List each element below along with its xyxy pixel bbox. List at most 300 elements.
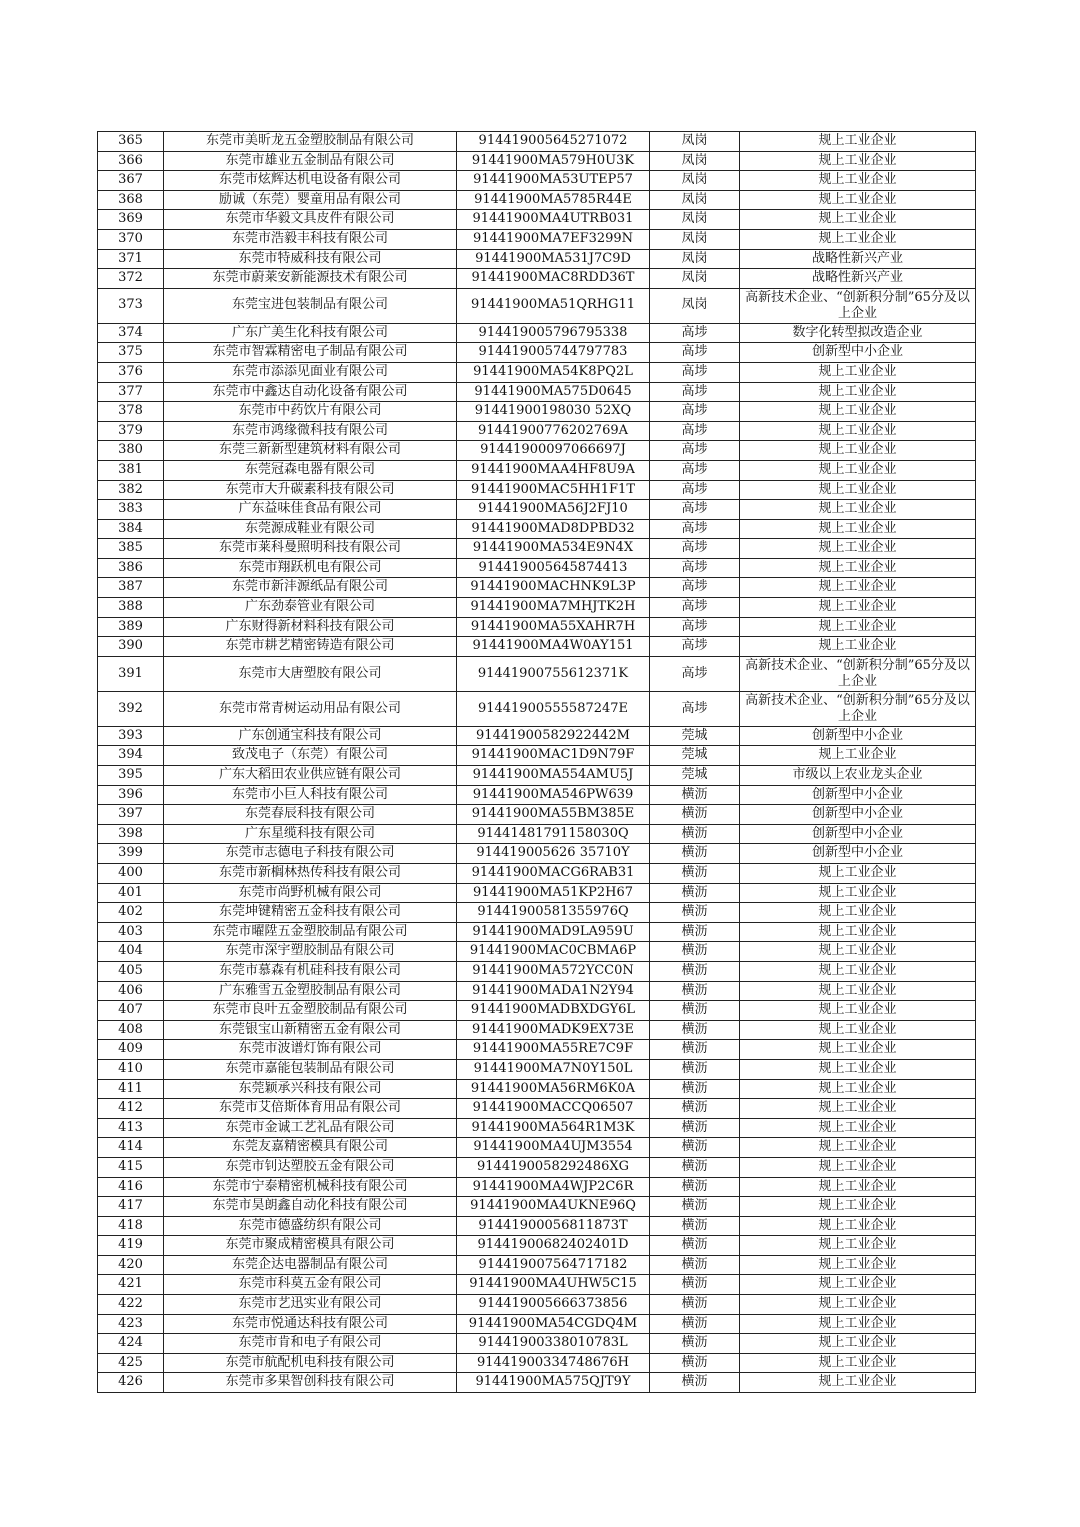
table-row <box>98 1373 976 1393</box>
row-number-cell: 400 <box>98 864 164 884</box>
row-number-cell: 395 <box>98 766 164 786</box>
company-name-cell: 东莞市华毅文具皮件有限公司 <box>164 210 457 230</box>
row-number-cell: 415 <box>98 1157 164 1177</box>
category-cell: 规上工业企业 <box>740 190 976 210</box>
town-cell: 高埗 <box>650 441 740 461</box>
town-cell: 高埗 <box>650 539 740 559</box>
row-number-cell: 391 <box>98 656 164 691</box>
credit-code-cell: 91441900MA56J2FJ10 <box>457 500 650 520</box>
company-name-cell: 东莞市中鑫达自动化设备有限公司 <box>164 382 457 402</box>
company-name-cell: 广东创通宝科技有限公司 <box>164 726 457 746</box>
town-cell: 高埗 <box>650 382 740 402</box>
town-cell: 高埗 <box>650 578 740 598</box>
row-number-cell: 396 <box>98 785 164 805</box>
town-cell: 横沥 <box>650 1079 740 1099</box>
town-cell: 横沥 <box>650 961 740 981</box>
credit-code-cell: 91441900MA4W0AY151 <box>457 637 650 657</box>
town-cell: 凤岗 <box>650 190 740 210</box>
category-cell: 规上工业企业 <box>740 1255 976 1275</box>
company-name-cell: 东莞市新榈林热传科技有限公司 <box>164 864 457 884</box>
credit-code-cell: 91441900MA51QRHG11 <box>457 288 650 323</box>
table-row <box>98 942 976 962</box>
table-row <box>98 132 976 152</box>
category-cell: 规上工业企业 <box>740 637 976 657</box>
town-cell: 凤岗 <box>650 151 740 171</box>
table-row <box>98 598 976 618</box>
credit-code-cell: 914419005796795338 <box>457 323 650 343</box>
company-name-cell: 东莞市新沣源纸品有限公司 <box>164 578 457 598</box>
category-cell: 规上工业企业 <box>740 1177 976 1197</box>
town-cell: 高埗 <box>650 519 740 539</box>
table-row <box>98 151 976 171</box>
town-cell: 凤岗 <box>650 132 740 152</box>
credit-code-cell: 91441900198030 52XQ <box>457 402 650 422</box>
town-cell: 横沥 <box>650 1314 740 1334</box>
company-name-cell: 东莞市波谱灯饰有限公司 <box>164 1040 457 1060</box>
row-number-cell: 408 <box>98 1020 164 1040</box>
town-cell: 横沥 <box>650 1353 740 1373</box>
table-row <box>98 558 976 578</box>
row-number-cell: 417 <box>98 1197 164 1217</box>
category-cell: 规上工业企业 <box>740 441 976 461</box>
town-cell: 横沥 <box>650 805 740 825</box>
category-cell: 规上工业企业 <box>740 1275 976 1295</box>
category-cell: 高新技术企业、“创新积分制”65分及以上企业 <box>740 656 976 691</box>
company-name-cell: 东莞市特威科技有限公司 <box>164 249 457 269</box>
company-name-cell: 广东星缆科技有限公司 <box>164 824 457 844</box>
row-number-cell: 412 <box>98 1099 164 1119</box>
category-cell: 规上工业企业 <box>740 539 976 559</box>
company-name-cell: 东莞宝进包装制品有限公司 <box>164 288 457 323</box>
town-cell: 横沥 <box>650 1059 740 1079</box>
category-cell: 战略性新兴产业 <box>740 249 976 269</box>
company-name-cell: 东莞市尚野机械有限公司 <box>164 883 457 903</box>
town-cell: 横沥 <box>650 1138 740 1158</box>
row-number-cell: 369 <box>98 210 164 230</box>
company-name-cell: 东莞友嘉精密模具有限公司 <box>164 1138 457 1158</box>
town-cell: 横沥 <box>650 883 740 903</box>
category-cell: 规上工业企业 <box>740 1138 976 1158</box>
town-cell: 莞城 <box>650 726 740 746</box>
credit-code-cell: 91441900MA56RM6K0A <box>457 1079 650 1099</box>
company-name-cell: 东莞市中药饮片有限公司 <box>164 402 457 422</box>
category-cell: 规上工业企业 <box>740 1353 976 1373</box>
credit-code-cell: 91441900MA53UTEP57 <box>457 171 650 191</box>
company-name-cell: 东莞市小巨人科技有限公司 <box>164 785 457 805</box>
row-number-cell: 380 <box>98 441 164 461</box>
row-number-cell: 379 <box>98 421 164 441</box>
row-number-cell: 387 <box>98 578 164 598</box>
credit-code-cell: 91441900MA579H0U3K <box>457 151 650 171</box>
credit-code-cell: 914419007564717182 <box>457 1255 650 1275</box>
table-row <box>98 1138 976 1158</box>
row-number-cell: 413 <box>98 1118 164 1138</box>
table-row <box>98 1020 976 1040</box>
table-row <box>98 824 976 844</box>
category-cell: 规上工业企业 <box>740 1314 976 1334</box>
credit-code-cell: 91441900MAD8DPBD32 <box>457 519 650 539</box>
category-cell: 规上工业企业 <box>740 210 976 230</box>
town-cell: 横沥 <box>650 1157 740 1177</box>
town-cell: 高埗 <box>650 343 740 363</box>
credit-code-cell: 91441900MA4UTRB031 <box>457 210 650 230</box>
table-row <box>98 1118 976 1138</box>
town-cell: 横沥 <box>650 1295 740 1315</box>
town-cell: 高埗 <box>650 656 740 691</box>
company-name-cell: 东莞春辰科技有限公司 <box>164 805 457 825</box>
table-row <box>98 1079 976 1099</box>
category-cell: 规上工业企业 <box>740 362 976 382</box>
table-row <box>98 981 976 1001</box>
row-number-cell: 371 <box>98 249 164 269</box>
company-name-cell: 东莞市大升碳素科技有限公司 <box>164 480 457 500</box>
credit-code-cell: 91441900MA55BM385E <box>457 805 650 825</box>
company-name-cell: 东莞市金诚工艺礼品有限公司 <box>164 1118 457 1138</box>
category-cell: 数字化转型拟改造企业 <box>740 323 976 343</box>
table-row <box>98 269 976 289</box>
row-number-cell: 414 <box>98 1138 164 1158</box>
company-name-cell: 东莞市悦通达科技有限公司 <box>164 1314 457 1334</box>
credit-code-cell: 914419005666373856 <box>457 1295 650 1315</box>
credit-code-cell: 91441900MA7MHJTK2H <box>457 598 650 618</box>
category-cell: 规上工业企业 <box>740 480 976 500</box>
row-number-cell: 365 <box>98 132 164 152</box>
credit-code-cell: 91441900MACHNK9L3P <box>457 578 650 598</box>
category-cell: 规上工业企业 <box>740 961 976 981</box>
credit-code-cell: 91441900MAC0CBMA6P <box>457 942 650 962</box>
table-row <box>98 343 976 363</box>
table-row <box>98 1197 976 1217</box>
town-cell: 横沥 <box>650 981 740 1001</box>
category-cell: 规上工业企业 <box>740 1236 976 1256</box>
company-name-cell: 东莞市艺迅实业有限公司 <box>164 1295 457 1315</box>
row-number-cell: 422 <box>98 1295 164 1315</box>
credit-code-cell: 91441900MA4WJP2C6R <box>457 1177 650 1197</box>
table-row <box>98 656 976 691</box>
credit-code-cell: 91441900334748676H <box>457 1353 650 1373</box>
company-name-cell: 东莞市良叶五金塑胶制品有限公司 <box>164 1001 457 1021</box>
row-number-cell: 378 <box>98 402 164 422</box>
category-cell: 规上工业企业 <box>740 151 976 171</box>
credit-code-cell: 914419005645874413 <box>457 558 650 578</box>
category-cell: 规上工业企业 <box>740 1059 976 1079</box>
credit-code-cell: 91441900755612371K <box>457 656 650 691</box>
town-cell: 横沥 <box>650 785 740 805</box>
table-row <box>98 805 976 825</box>
town-cell: 高埗 <box>650 362 740 382</box>
category-cell: 规上工业企业 <box>740 229 976 249</box>
town-cell: 高埗 <box>650 402 740 422</box>
table-row <box>98 460 976 480</box>
credit-code-cell: 91441900MAA4HF8U9A <box>457 460 650 480</box>
row-number-cell: 383 <box>98 500 164 520</box>
credit-code-cell: 91441900MA5785R44E <box>457 190 650 210</box>
category-cell: 规上工业企业 <box>740 903 976 923</box>
town-cell: 横沥 <box>650 1040 740 1060</box>
company-name-cell: 东莞市深宇塑胶制品有限公司 <box>164 942 457 962</box>
table-row <box>98 617 976 637</box>
credit-code-cell: 91441900097066697J <box>457 441 650 461</box>
company-name-cell: 东莞坤键精密五金科技有限公司 <box>164 903 457 923</box>
category-cell: 规上工业企业 <box>740 942 976 962</box>
table-row <box>98 922 976 942</box>
town-cell: 横沥 <box>650 824 740 844</box>
category-cell: 创新型中小企业 <box>740 785 976 805</box>
credit-code-cell: 9144190058292486XG <box>457 1157 650 1177</box>
category-cell: 规上工业企业 <box>740 1001 976 1021</box>
company-name-cell: 东莞市肯和电子有限公司 <box>164 1334 457 1354</box>
credit-code-cell: 91441900MA55RE7C9F <box>457 1040 650 1060</box>
row-number-cell: 389 <box>98 617 164 637</box>
row-number-cell: 411 <box>98 1079 164 1099</box>
town-cell: 横沥 <box>650 1334 740 1354</box>
row-number-cell: 393 <box>98 726 164 746</box>
row-number-cell: 392 <box>98 691 164 726</box>
category-cell: 规上工业企业 <box>740 1040 976 1060</box>
town-cell: 凤岗 <box>650 249 740 269</box>
table-row <box>98 1099 976 1119</box>
credit-code-cell: 91441900MA546PW639 <box>457 785 650 805</box>
row-number-cell: 372 <box>98 269 164 289</box>
table-row <box>98 578 976 598</box>
row-number-cell: 376 <box>98 362 164 382</box>
company-name-cell: 东莞市蔚莱安新能源技术有限公司 <box>164 269 457 289</box>
category-cell: 规上工业企业 <box>740 558 976 578</box>
company-name-cell: 东莞市添添见面业有限公司 <box>164 362 457 382</box>
company-name-cell: 广东益味佳食品有限公司 <box>164 500 457 520</box>
company-name-cell: 东莞市艾倍斯体育用品有限公司 <box>164 1099 457 1119</box>
town-cell: 横沥 <box>650 1236 740 1256</box>
town-cell: 高埗 <box>650 480 740 500</box>
credit-code-cell: 91441900MA7EF3299N <box>457 229 650 249</box>
row-number-cell: 423 <box>98 1314 164 1334</box>
company-name-cell: 东莞市志德电子科技有限公司 <box>164 844 457 864</box>
town-cell: 横沥 <box>650 1177 740 1197</box>
category-cell: 规上工业企业 <box>740 382 976 402</box>
credit-code-cell: 914419005744797783 <box>457 343 650 363</box>
table-row <box>98 441 976 461</box>
company-name-cell: 东莞三新新型建筑材料有限公司 <box>164 441 457 461</box>
category-cell: 规上工业企业 <box>740 617 976 637</box>
table-row <box>98 726 976 746</box>
category-cell: 规上工业企业 <box>740 402 976 422</box>
credit-code-cell: 91441900338010783L <box>457 1334 650 1354</box>
company-name-cell: 东莞市常青树运动用品有限公司 <box>164 691 457 726</box>
table-row <box>98 1295 976 1315</box>
table-row <box>98 961 976 981</box>
company-name-cell: 东莞冠森电器有限公司 <box>164 460 457 480</box>
enterprise-list-table <box>97 131 976 1393</box>
category-cell: 规上工业企业 <box>740 883 976 903</box>
credit-code-cell: 91441900MADBXDGY6L <box>457 1001 650 1021</box>
credit-code-cell: 91441900MA575D0645 <box>457 382 650 402</box>
table-row <box>98 249 976 269</box>
table-row <box>98 1255 976 1275</box>
table-row <box>98 190 976 210</box>
company-name-cell: 东莞市炫辉达机电设备有限公司 <box>164 171 457 191</box>
table-row <box>98 171 976 191</box>
row-number-cell: 418 <box>98 1216 164 1236</box>
row-number-cell: 407 <box>98 1001 164 1021</box>
table-row <box>98 1001 976 1021</box>
row-number-cell: 397 <box>98 805 164 825</box>
table-row <box>98 1353 976 1373</box>
table-row <box>98 1236 976 1256</box>
table-row <box>98 323 976 343</box>
row-number-cell: 398 <box>98 824 164 844</box>
town-cell: 高埗 <box>650 558 740 578</box>
town-cell: 凤岗 <box>650 269 740 289</box>
credit-code-cell: 91441900MAC1D9N79F <box>457 746 650 766</box>
category-cell: 创新型中小企业 <box>740 805 976 825</box>
company-name-cell: 东莞市雄业五金制品有限公司 <box>164 151 457 171</box>
table-row <box>98 539 976 559</box>
category-cell: 规上工业企业 <box>740 519 976 539</box>
credit-code-cell: 91441900MA54CGDQ4M <box>457 1314 650 1334</box>
credit-code-cell: 91441900MA534E9N4X <box>457 539 650 559</box>
table-row <box>98 421 976 441</box>
table-row <box>98 1177 976 1197</box>
row-number-cell: 419 <box>98 1236 164 1256</box>
row-number-cell: 405 <box>98 961 164 981</box>
credit-code-cell: 91441900582922442M <box>457 726 650 746</box>
table-row <box>98 637 976 657</box>
town-cell: 凤岗 <box>650 229 740 249</box>
table-row <box>98 1059 976 1079</box>
table-row <box>98 480 976 500</box>
row-number-cell: 375 <box>98 343 164 363</box>
category-cell: 规上工业企业 <box>740 578 976 598</box>
category-cell: 规上工业企业 <box>740 1020 976 1040</box>
town-cell: 高埗 <box>650 500 740 520</box>
table-row <box>98 691 976 726</box>
category-cell: 规上工业企业 <box>740 1334 976 1354</box>
row-number-cell: 426 <box>98 1373 164 1393</box>
company-name-cell: 东莞银宝山新精密五金有限公司 <box>164 1020 457 1040</box>
town-cell: 横沥 <box>650 1275 740 1295</box>
town-cell: 横沥 <box>650 1020 740 1040</box>
row-number-cell: 385 <box>98 539 164 559</box>
table-row <box>98 362 976 382</box>
row-number-cell: 370 <box>98 229 164 249</box>
credit-code-cell: 91441900056811873T <box>457 1216 650 1236</box>
town-cell: 横沥 <box>650 942 740 962</box>
row-number-cell: 381 <box>98 460 164 480</box>
table-row <box>98 903 976 923</box>
company-name-cell: 东莞颖承兴科技有限公司 <box>164 1079 457 1099</box>
company-name-cell: 东莞市耕艺精密铸造有限公司 <box>164 637 457 657</box>
credit-code-cell: 91441900MACCQ06507 <box>457 1099 650 1119</box>
row-number-cell: 425 <box>98 1353 164 1373</box>
category-cell: 创新型中小企业 <box>740 343 976 363</box>
row-number-cell: 421 <box>98 1275 164 1295</box>
credit-code-cell: 91441900581355976Q <box>457 903 650 923</box>
category-cell: 创新型中小企业 <box>740 824 976 844</box>
town-cell: 高埗 <box>650 598 740 618</box>
town-cell: 高埗 <box>650 421 740 441</box>
company-name-cell: 广东财得新材料科技有限公司 <box>164 617 457 637</box>
town-cell: 横沥 <box>650 1001 740 1021</box>
credit-code-cell: 91441900MA531J7C9D <box>457 249 650 269</box>
category-cell: 规上工业企业 <box>740 1157 976 1177</box>
category-cell: 市级以上农业龙头企业 <box>740 766 976 786</box>
row-number-cell: 388 <box>98 598 164 618</box>
credit-code-cell: 91441900MA4UHW5C15 <box>457 1275 650 1295</box>
company-name-cell: 东莞市美昕龙五金塑胶制品有限公司 <box>164 132 457 152</box>
company-name-cell: 东莞市智霖精密电子制品有限公司 <box>164 343 457 363</box>
table-row <box>98 1275 976 1295</box>
town-cell: 横沥 <box>650 1118 740 1138</box>
table-row <box>98 1314 976 1334</box>
credit-code-cell: 91441900MA51KP2H67 <box>457 883 650 903</box>
credit-code-cell: 91441900MA55XAHR7H <box>457 617 650 637</box>
category-cell: 规上工业企业 <box>740 1197 976 1217</box>
credit-code-cell: 91441900555587247E <box>457 691 650 726</box>
company-name-cell: 东莞市莱科曼照明科技有限公司 <box>164 539 457 559</box>
company-name-cell: 东莞源成鞋业有限公司 <box>164 519 457 539</box>
town-cell: 横沥 <box>650 1197 740 1217</box>
table-row <box>98 1040 976 1060</box>
table-row <box>98 229 976 249</box>
row-number-cell: 390 <box>98 637 164 657</box>
credit-code-cell: 91441900MA54K8PQ2L <box>457 362 650 382</box>
row-number-cell: 402 <box>98 903 164 923</box>
town-cell: 横沥 <box>650 1099 740 1119</box>
table-row <box>98 844 976 864</box>
town-cell: 凤岗 <box>650 171 740 191</box>
row-number-cell: 384 <box>98 519 164 539</box>
town-cell: 横沥 <box>650 844 740 864</box>
town-cell: 横沥 <box>650 1255 740 1275</box>
category-cell: 规上工业企业 <box>740 598 976 618</box>
category-cell: 创新型中小企业 <box>740 844 976 864</box>
credit-code-cell: 91441900MA572YCC0N <box>457 961 650 981</box>
table-row <box>98 382 976 402</box>
row-number-cell: 420 <box>98 1255 164 1275</box>
credit-code-cell: 914419005626 35710Y <box>457 844 650 864</box>
credit-code-cell: 91441900MAD9LA959U <box>457 922 650 942</box>
company-name-cell: 广东广美生化科技有限公司 <box>164 323 457 343</box>
credit-code-cell: 91441900MA575QJT9Y <box>457 1373 650 1393</box>
company-name-cell: 东莞市鸿缘微科技有限公司 <box>164 421 457 441</box>
credit-code-cell: 914419005645271072 <box>457 132 650 152</box>
town-cell: 横沥 <box>650 1373 740 1393</box>
town-cell: 莞城 <box>650 766 740 786</box>
row-number-cell: 377 <box>98 382 164 402</box>
category-cell: 创新型中小企业 <box>740 726 976 746</box>
row-number-cell: 367 <box>98 171 164 191</box>
row-number-cell: 373 <box>98 288 164 323</box>
credit-code-cell: 91441900MA7N0Y150L <box>457 1059 650 1079</box>
credit-code-cell: 91441900776202769A <box>457 421 650 441</box>
row-number-cell: 366 <box>98 151 164 171</box>
company-name-cell: 东莞市多果智创科技有限公司 <box>164 1373 457 1393</box>
row-number-cell: 374 <box>98 323 164 343</box>
table-row <box>98 519 976 539</box>
credit-code-cell: 91441900MA4UKNE96Q <box>457 1197 650 1217</box>
company-name-cell: 广东劲泰管业有限公司 <box>164 598 457 618</box>
table-row <box>98 1157 976 1177</box>
credit-code-cell: 91441900MADK9EX73E <box>457 1020 650 1040</box>
credit-code-cell: 91441900MACG6RAB31 <box>457 864 650 884</box>
row-number-cell: 401 <box>98 883 164 903</box>
town-cell: 横沥 <box>650 922 740 942</box>
category-cell: 战略性新兴产业 <box>740 269 976 289</box>
company-name-cell: 广东大稻田农业供应链有限公司 <box>164 766 457 786</box>
company-name-cell: 东莞市科莫五金有限公司 <box>164 1275 457 1295</box>
company-name-cell: 东莞市航配机电科技有限公司 <box>164 1353 457 1373</box>
town-cell: 莞城 <box>650 746 740 766</box>
